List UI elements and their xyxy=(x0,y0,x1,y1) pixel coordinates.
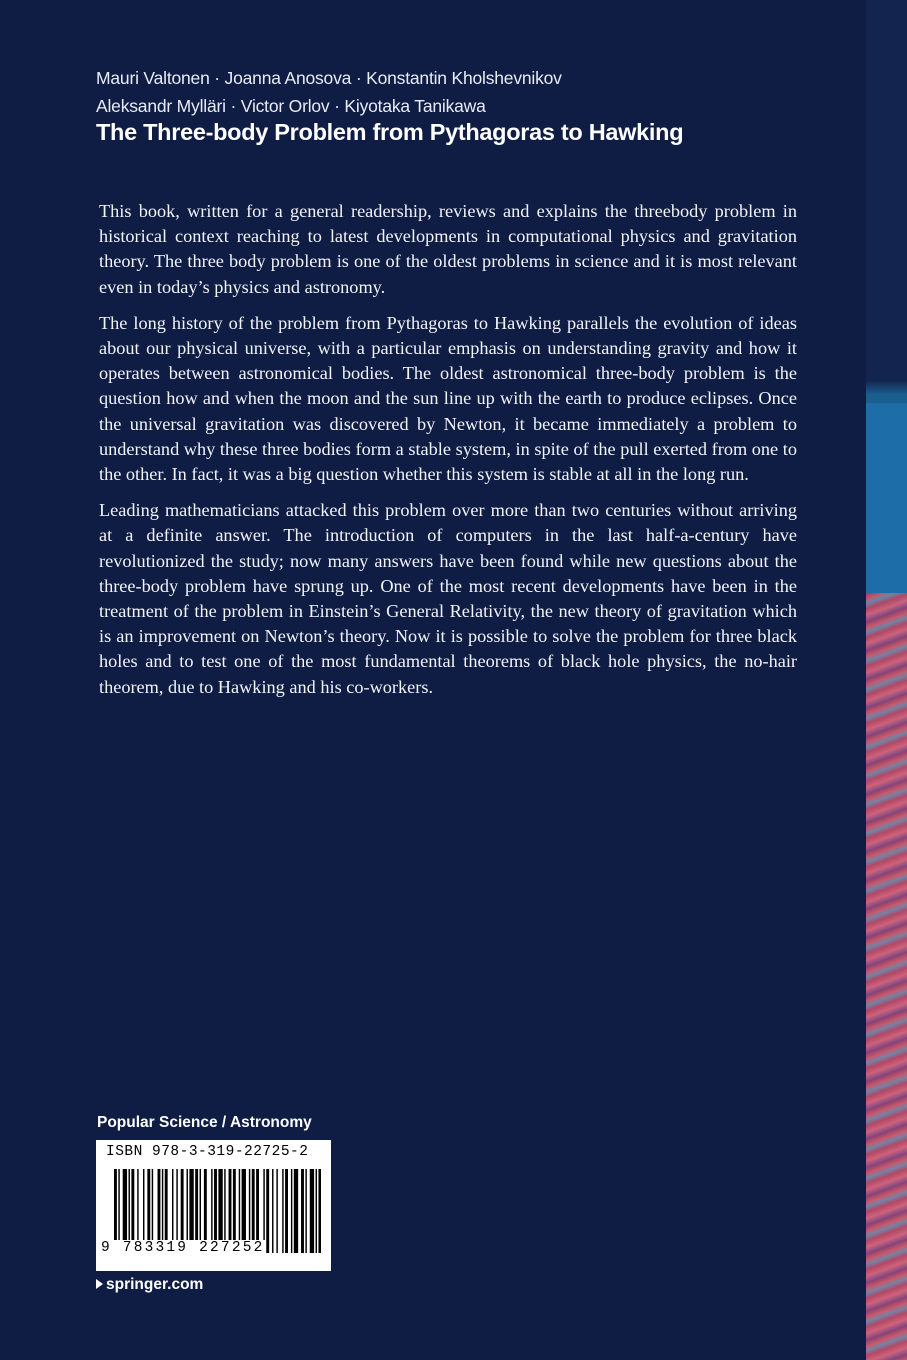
barcode-bar xyxy=(291,1169,292,1253)
description-paragraph: The long history of the problem from Pythagoras to Hawking parallels the evolution of ideas about our physical universe, with a particular emphasis on understanding gravity and how it operates between astronomical bodies. The oldest astronomical three-body problem is the question how and when the moon and the sun line up with the earth to produce eclipses. Once the universal gravitation was discovered by Newton, it became immediately a problem to understand why these three bodies form a stable system, in spite of the pull exerted from one to the other. In fact, it was a big question whether this system is stable at all in the long run. xyxy=(99,312,797,485)
barcode-bar xyxy=(310,1169,314,1253)
author-line: Aleksandr Mylläri · Victor Orlov · Kiyotaka Tanikawa xyxy=(96,96,486,116)
book-title: The Three-body Problem from Pythagoras to Hawking xyxy=(96,119,684,145)
barcode-bar xyxy=(276,1169,277,1253)
barcode-bar xyxy=(266,1169,269,1253)
arrow-right-icon xyxy=(96,1279,103,1289)
spine-edge-artwork xyxy=(866,0,907,1360)
barcode-digits: 9 783319 227252 xyxy=(101,1240,265,1256)
barcode-bar xyxy=(272,1169,273,1253)
publisher-link[interactable] xyxy=(96,1276,203,1294)
spine-blue-band xyxy=(866,403,907,593)
barcode-bar xyxy=(282,1169,283,1253)
barcode-bar xyxy=(301,1169,304,1253)
barcode-bar xyxy=(285,1169,288,1253)
author-list xyxy=(96,64,796,120)
book-description xyxy=(99,199,797,711)
barcode-bar xyxy=(318,1169,321,1253)
description-paragraph: Leading mathematicians attacked this problem over more than two centuries without arriving at a definite answer. The introduction of computers in the last half-a-century have revolutionized the study; now many answers have been found while new questions about the three-body problem have sprung up. One of the most recent developments have been in the treatment of the problem in Einstein’s General Relativity, the new theory of gravitation which is an improvement on Newton’s theory. Now it is possible to solve the problem for three black holes and to test one of the most fundamental theorems of black hole physics, the no-hair theorem, due to Hawking and his co-workers. xyxy=(99,500,797,697)
publisher-link-text[interactable]: springer.com xyxy=(106,1276,204,1293)
barcode-bar xyxy=(316,1169,317,1253)
subject-category: Popular Science / Astronomy xyxy=(97,1114,312,1131)
isbn-barcode xyxy=(96,1140,331,1271)
spine-marble-pattern xyxy=(866,593,907,1360)
description-paragraph: This book, written for a general readership, reviews and explains the threebody problem in historical context reaching to latest developments in computational physics and gravitation theory. The three body problem is one of the oldest problems in science and it is most relevant even in today’s physics and astronomy. xyxy=(99,201,797,297)
isbn-label: ISBN 978-3-319-22725-2 xyxy=(106,1144,309,1160)
barcode-bar xyxy=(305,1169,306,1253)
author-line: Mauri Valtonen · Joanna Anosova · Konstantin Kholshevnikov xyxy=(96,68,562,88)
barcode-bar xyxy=(294,1169,298,1253)
